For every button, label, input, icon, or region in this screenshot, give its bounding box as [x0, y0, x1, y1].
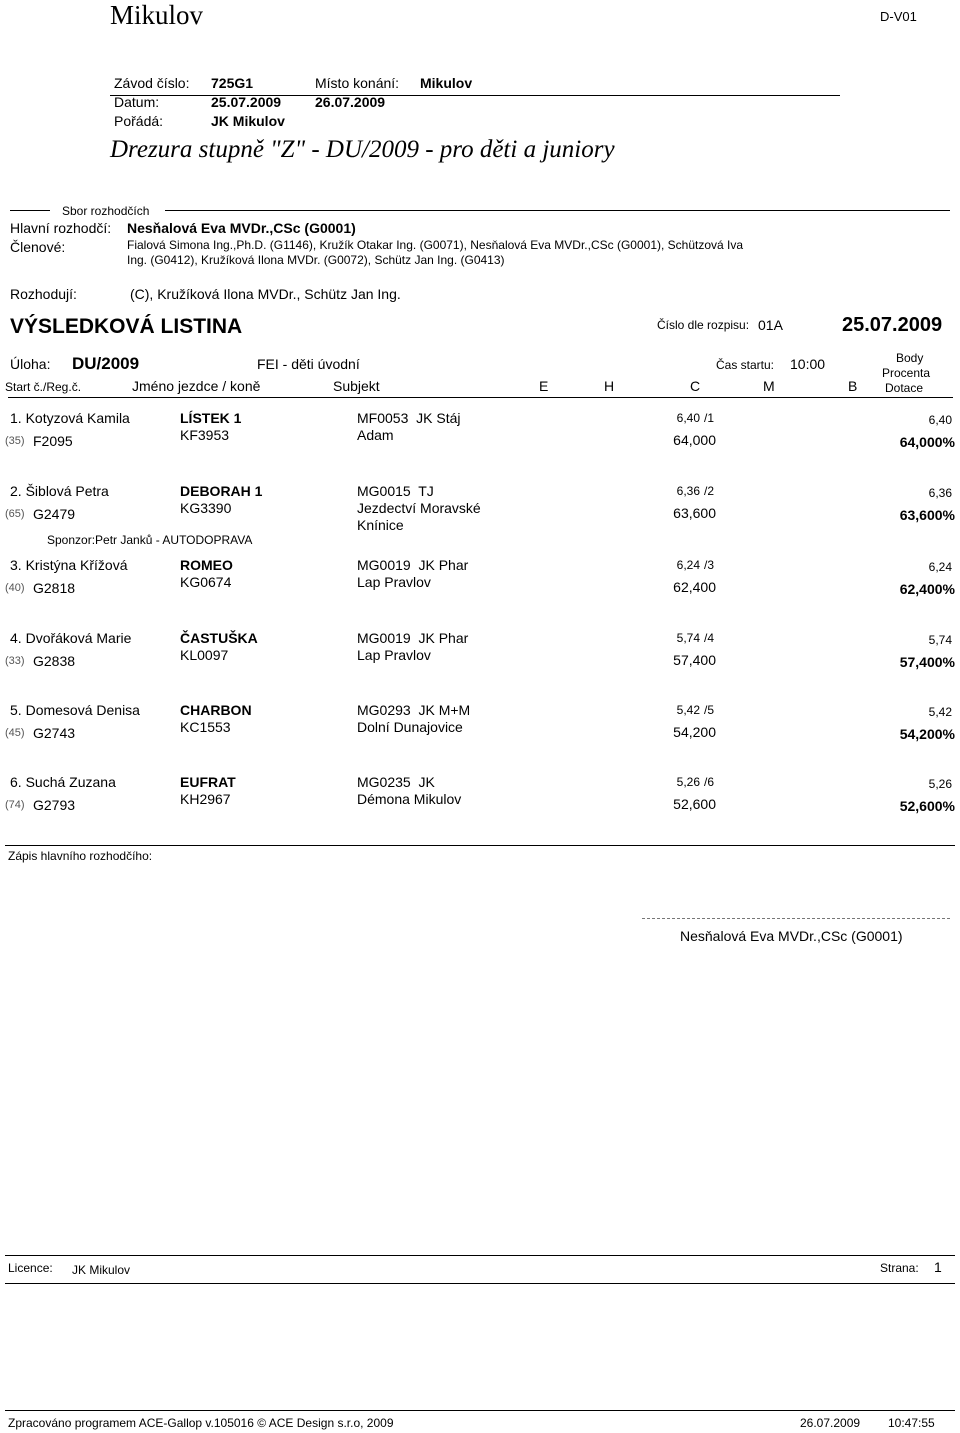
- rider-name: Kotyzová Kamila: [25, 410, 130, 426]
- clenove-line1: Fialová Simona Ing.,Ph.D. (G1146), Kružík Otakar Ing. (G0071), Nesňalová Eva MVDr.,CSc (G0001), Schützová Iva: [127, 238, 744, 252]
- rank: 3. Kristýna Křížová: [10, 557, 128, 573]
- datum-label: Datum:: [114, 94, 160, 110]
- c-place: /4: [704, 631, 715, 645]
- print-date: 26.07.2009: [800, 1416, 861, 1430]
- rank: 5. Domesová Denisa: [10, 702, 140, 718]
- horse-name: ROMEO: [180, 557, 233, 573]
- licence-value: JK Mikulov: [72, 1263, 131, 1277]
- results-title: VÝSLEDKOVÁ LISTINA: [10, 315, 243, 338]
- horse-reg: KH2967: [180, 791, 231, 807]
- subject-line2: Lap Pravlov: [357, 574, 431, 590]
- zapis-label: Zápis hlavního rozhodčího:: [8, 849, 153, 863]
- rider-reg: G2479: [33, 506, 76, 522]
- rider-name: Domesová Denisa: [25, 702, 140, 718]
- cas-label: Čas startu:: [716, 358, 775, 372]
- total-percent: 62,400%: [899, 581, 955, 597]
- total-body: 5,26: [928, 777, 952, 791]
- c-score: 5,26: [676, 775, 700, 789]
- subject-line2: Adam: [357, 427, 394, 443]
- uloha-label: Úloha:: [10, 356, 51, 372]
- document-code: D-V01: [880, 9, 917, 24]
- horse-name: LÍSTEK 1: [180, 410, 242, 426]
- divider: [5, 1255, 955, 1256]
- table-row: [0, 557, 960, 617]
- signature-line: [642, 918, 950, 919]
- divider: [8, 397, 953, 398]
- col-e: E: [539, 378, 549, 394]
- horse-name: EUFRAT: [180, 774, 236, 790]
- cislo-label: Číslo dle rozpisu:: [657, 318, 750, 332]
- horse-name: CHARBON: [180, 702, 252, 718]
- total-percent: 64,000%: [899, 434, 955, 450]
- c-percent: 57,400: [673, 652, 716, 668]
- subject: MG0235 JK: [357, 774, 435, 790]
- uloha-value: DU/2009: [72, 354, 140, 373]
- results-date: 25.07.2009: [842, 314, 943, 336]
- total-percent: 63,600%: [899, 507, 955, 523]
- c-score: 6,36: [676, 484, 700, 498]
- subject-line2: Lap Pravlov: [357, 647, 431, 663]
- col-b: B: [848, 378, 858, 394]
- rank: 1. Kotyzová Kamila: [10, 410, 130, 426]
- col-dotace: Dotace: [885, 381, 924, 395]
- rider-name: Kristýna Křížová: [25, 557, 128, 573]
- subject: MF0053 JK Stáj: [357, 410, 461, 426]
- rider-reg: G2743: [33, 725, 76, 741]
- col-m: M: [763, 378, 775, 394]
- col-body: Body: [896, 351, 924, 365]
- subject: MG0019 JK Phar: [357, 630, 469, 646]
- rider-reg: F2095: [33, 433, 73, 449]
- horse-reg: KC1553: [180, 719, 231, 735]
- c-score: 5,42: [676, 703, 700, 717]
- misto-label: Místo konání:: [315, 75, 400, 91]
- c-percent: 52,600: [673, 796, 716, 812]
- c-place: /3: [704, 558, 715, 572]
- total-percent: 57,400%: [899, 654, 955, 670]
- rider-reg: G2818: [33, 580, 76, 596]
- start-number: (40): [5, 582, 25, 594]
- start-number: (45): [5, 727, 25, 739]
- competition-title: Drezura stupně "Z" - DU/2009 - pro děti a juniory: [110, 136, 615, 163]
- zavod-label: Závod číslo:: [114, 75, 190, 91]
- subject-line2: Démona Mikulov: [357, 791, 462, 807]
- divider: [5, 845, 955, 846]
- c-place: /1: [704, 411, 715, 425]
- total-percent: 54,200%: [899, 726, 955, 742]
- horse-name: ČASTUŠKA: [180, 630, 258, 646]
- total-body: 5,74: [928, 633, 952, 647]
- start-number: (33): [5, 655, 25, 667]
- clenove-label: Členové:: [10, 239, 66, 255]
- c-percent: 62,400: [673, 579, 716, 595]
- rider-name: Šiblová Petra: [25, 483, 109, 499]
- misto-value: Mikulov: [420, 75, 473, 91]
- table-row: [0, 483, 960, 547]
- table-row: [0, 630, 960, 690]
- hlavni-label: Hlavní rozhodčí:: [10, 220, 112, 236]
- subject: MG0293 JK M+M: [357, 702, 471, 718]
- total-body: 5,42: [928, 705, 952, 719]
- signature-name: Nesňalová Eva MVDr.,CSc (G0001): [680, 928, 903, 944]
- horse-reg: KL0097: [180, 647, 229, 663]
- c-place: /2: [704, 484, 715, 498]
- divider: [5, 1283, 955, 1284]
- c-percent: 63,600: [673, 505, 716, 521]
- horse-name: DEBORAH 1: [180, 483, 263, 499]
- total-body: 6,36: [928, 486, 952, 500]
- rank: 4. Dvořáková Marie: [10, 630, 132, 646]
- col-h: H: [604, 378, 615, 394]
- subject-line3: Knínice: [357, 517, 404, 533]
- datum-to: 26.07.2009: [315, 94, 386, 110]
- subject: MG0019 JK Phar: [357, 557, 469, 573]
- rider-reg: G2838: [33, 653, 76, 669]
- hlavni-value: Nesňalová Eva MVDr.,CSc (G0001): [127, 220, 356, 236]
- total-percent: 52,600%: [899, 798, 955, 814]
- rozhoduji-value: (C), Kružíková Ilona MVDr., Schütz Jan Ing.: [130, 286, 401, 302]
- datum-from: 25.07.2009: [211, 94, 282, 110]
- c-place: /5: [704, 703, 715, 717]
- horse-reg: KF3953: [180, 427, 230, 443]
- category: FEI - děti úvodní: [257, 356, 360, 372]
- rider-name: Dvořáková Marie: [25, 630, 132, 646]
- program-info: Zpracováno programem ACE-Gallop v.105016 © ACE Design s.r.o, 2009: [8, 1416, 394, 1430]
- strana-label: Strana:: [880, 1261, 919, 1275]
- cislo-value: 01A: [758, 317, 783, 333]
- c-score: 6,24: [676, 558, 700, 572]
- clenove-line2: Ing. (G0412), Kružíková Ilona MVDr. (G0072), Schütz Jan Ing. (G0413): [127, 253, 505, 267]
- cas-value: 10:00: [790, 356, 826, 372]
- strana-value: 1: [934, 1259, 942, 1275]
- start-number: (65): [5, 508, 25, 520]
- divider: [10, 210, 50, 211]
- subject-line2: Dolní Dunajovice: [357, 719, 463, 735]
- rank: 6. Suchá Zuzana: [10, 774, 116, 790]
- subject: MG0015 TJ: [357, 483, 434, 499]
- start-number: (35): [5, 435, 25, 447]
- rank: 2. Šiblová Petra: [10, 483, 109, 499]
- total-body: 6,24: [928, 560, 952, 574]
- table-row: [0, 774, 960, 834]
- horse-reg: KG0674: [180, 574, 232, 590]
- licence-label: Licence:: [8, 1261, 53, 1275]
- subject-line2: Jezdectví Moravské: [357, 500, 481, 516]
- total-body: 6,40: [928, 413, 952, 427]
- print-time: 10:47:55: [888, 1416, 935, 1430]
- divider: [5, 1410, 955, 1411]
- col-c: C: [690, 378, 701, 394]
- rider-name: Suchá Zuzana: [25, 774, 116, 790]
- sbor-label: Sbor rozhodčích: [62, 204, 150, 218]
- col-jmeno: Jméno jezdce / koně: [132, 378, 261, 394]
- c-place: /6: [704, 775, 715, 789]
- c-percent: 54,200: [673, 724, 716, 740]
- divider: [165, 210, 950, 211]
- c-score: 5,74: [676, 631, 700, 645]
- start-number: (74): [5, 799, 25, 811]
- porada-label: Pořádá:: [114, 113, 164, 129]
- porada-value: JK Mikulov: [211, 113, 285, 129]
- col-start: Start č./Reg.č.: [5, 380, 82, 394]
- rider-reg: G2793: [33, 797, 76, 813]
- c-score: 6,40: [676, 411, 700, 425]
- col-subjekt: Subjekt: [333, 378, 380, 394]
- col-procenta: Procenta: [882, 366, 931, 380]
- sponsor: Sponzor:Petr Janků - AUTODOPRAVA: [47, 533, 253, 547]
- table-row: [0, 702, 960, 762]
- page-title: Mikulov: [110, 0, 204, 30]
- horse-reg: KG3390: [180, 500, 232, 516]
- c-percent: 64,000: [673, 432, 716, 448]
- zavod-value: 725G1: [211, 75, 254, 91]
- table-row: [0, 410, 960, 470]
- rozhoduji-label: Rozhodují:: [10, 286, 77, 302]
